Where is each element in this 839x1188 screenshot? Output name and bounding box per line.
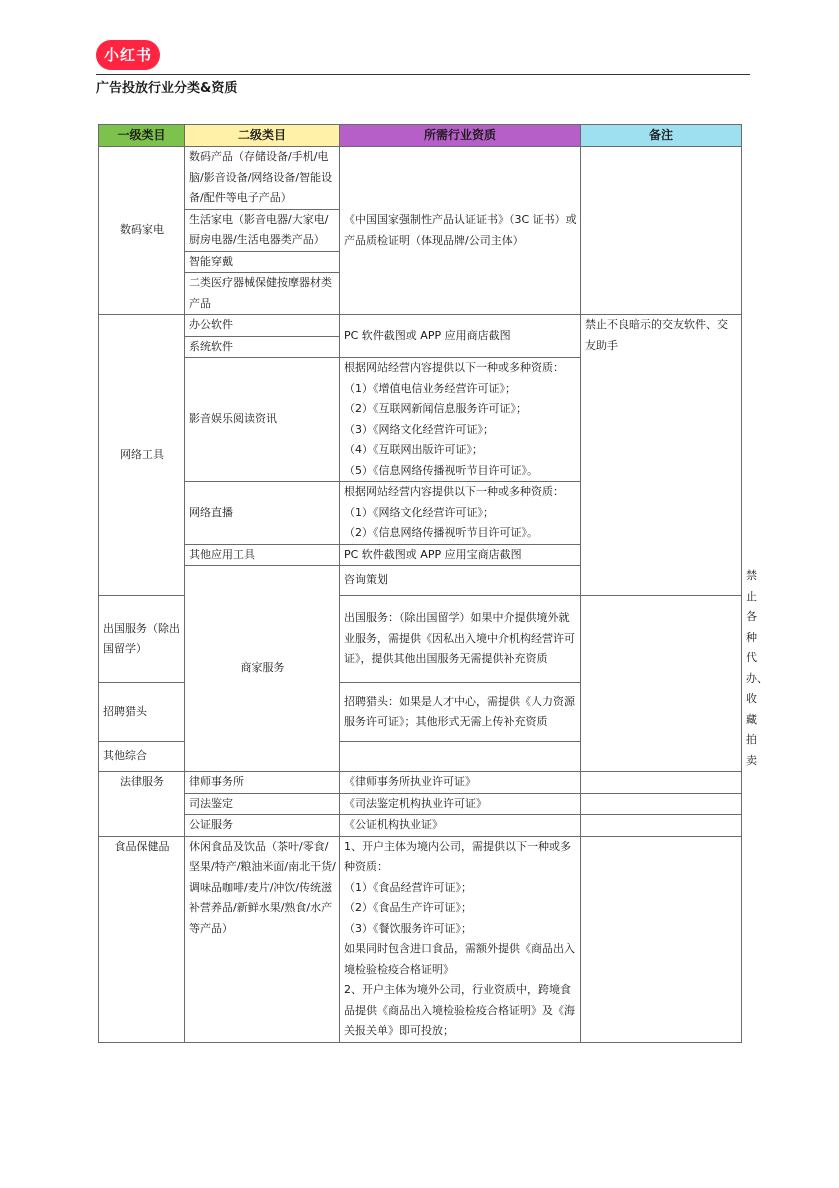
- qualification-cell: [340, 482, 581, 545]
- xiaohongshu-logo: 小红书: [96, 40, 160, 70]
- subcategory-cell: 出国服务（除出国留学）: [99, 596, 185, 683]
- qualification-line: （1）《网络文化经营许可证》；: [344, 505, 494, 519]
- qualification-line: （3）《网络文化经营许可证》；: [344, 422, 494, 436]
- category-cell: 法律服务: [99, 772, 185, 837]
- table-row: [99, 772, 742, 794]
- note-cell: [581, 772, 742, 794]
- category-cell: 网络工具: [99, 315, 185, 596]
- qualification-line: （2）《互联网新闻信息服务许可证》；: [344, 402, 527, 415]
- subcategory-cell: 公证服务: [185, 815, 340, 837]
- qualification-line: （1）《增值电信业务经营许可证》；: [344, 381, 516, 395]
- note-cell: [581, 836, 742, 1042]
- subcategory-cell: 招聘猎头: [99, 683, 185, 742]
- note-cell: 禁止不良暗示的交友软件、交友助手: [581, 315, 742, 596]
- header-level1: 一级类目: [99, 125, 185, 147]
- qualification-line: 根据网站经营内容提供以下一种或多种资质：: [344, 361, 564, 374]
- subcategory-cell: 其他综合: [99, 741, 185, 771]
- qualification-cell: 《律师事务所执业许可证》: [340, 772, 581, 794]
- qualification-cell: 《公证机构执业证》: [340, 815, 581, 837]
- qualification-line: 如果同时包含进口食品，需额外提供《商品出入境检验检疫合格证明》: [344, 942, 575, 976]
- subcategory-cell: 律师事务所: [185, 772, 340, 794]
- page-title: 广告投放行业分类&资质: [96, 81, 238, 96]
- table-row: 商家服务 咨询策划 禁止各种代办、收藏拍卖: [99, 566, 742, 596]
- qualification-line: （5）《信息网络传播视听节目许可证》。: [344, 463, 538, 477]
- qualification-cell: [340, 741, 581, 771]
- table-header-row: [99, 125, 742, 147]
- qualification-cell: 《司法鉴定机构执业许可证》: [340, 793, 581, 815]
- header-divider: [96, 74, 750, 75]
- qualification-cell: 出国服务：（除出国留学）如果中介提供境外就业服务，需提供《因私出入境中介机构经营许可证》，提供其他出国服务无需提供补充资质: [340, 596, 581, 683]
- subcategory-cell: 司法鉴定: [185, 793, 340, 815]
- subcategory-cell: 网络直播: [185, 482, 340, 545]
- qualification-cell: [340, 836, 581, 1042]
- subcategory-cell: 二类医疗器械保健按摩器材类产品: [185, 273, 340, 315]
- header-qualification: 所需行业资质: [340, 125, 581, 147]
- subcategory-cell: 生活家电（影音电器/大家电/厨房电器/生活电器类产品）: [185, 209, 340, 251]
- header-level2: 二级类目: [185, 125, 340, 147]
- subcategory-cell: 数码产品（存储设备/手机/电脑/影音设备/网络设备/智能设备/配件等电子产品）: [185, 147, 340, 210]
- table-row: [99, 147, 742, 210]
- subcategory-cell: 影音娱乐阅读资讯: [185, 358, 340, 482]
- category-cell: 食品保健品: [99, 836, 185, 1042]
- qualification-line: （2）《信息网络传播视听节目许可证》。: [344, 526, 538, 539]
- subcategory-cell: 休闲食品及饮品（茶叶/零食/坚果/特产/粮油米面/南北干货/调味品咖啡/麦片/冲饮/传统滋补营养品/新鲜水果/熟食/水产等产品）: [185, 836, 340, 1042]
- qualification-line: 根据网站经营内容提供以下一种或多种资质：: [344, 485, 564, 498]
- subcategory-cell: 咨询策划: [340, 566, 581, 596]
- qualification-cell: 招聘猎头：如果是人才中心，需提供《人力资源服务许可证》；其他形式无需上传补充资质: [340, 683, 581, 742]
- subcategory-cell: 办公软件: [185, 315, 340, 337]
- qualification-line: （1）《食品经营许可证》；: [344, 880, 472, 894]
- table-row: [99, 315, 742, 337]
- table-row: [99, 836, 742, 1042]
- qualification-cell: [340, 358, 581, 482]
- category-cell: 数码家电: [99, 147, 185, 315]
- table-row: [99, 793, 742, 815]
- qualification-line: （2）《食品生产许可证》；: [344, 901, 472, 914]
- qualification-cell: PC 软件截图或 APP 应用宝商店截图: [340, 544, 581, 566]
- subcategory-cell: 系统软件: [185, 336, 340, 358]
- header-note: 备注: [581, 125, 742, 147]
- note-cell: [581, 147, 742, 315]
- category-cell: 商家服务: [185, 566, 340, 772]
- qualification-line: 2、开户主体为境外公司，行业资质中，跨境食品提供《商品出入境检验检疫合格证明》及《海关报关单》即可投放；: [344, 983, 575, 1037]
- note-cell: [581, 815, 742, 837]
- table-row: [99, 815, 742, 837]
- subcategory-cell: 智能穿戴: [185, 251, 340, 273]
- subcategory-cell: 其他应用工具: [185, 544, 340, 566]
- qualification-line: （4）《互联网出版许可证》；: [344, 443, 483, 456]
- qualification-cell: PC 软件截图或 APP 应用商店截图: [340, 315, 581, 358]
- qualification-line: 1、开户主体为境内公司，需提供以下一种或多种资质：: [344, 839, 571, 873]
- note-cell: [581, 793, 742, 815]
- qualification-cell: 《中国国家强制性产品认证证书》（3C 证书）或产品质检证明（体现品牌/公司主体）: [340, 147, 581, 315]
- industry-qualification-table: [98, 124, 768, 1043]
- qualification-line: （3）《餐饮服务许可证》；: [344, 921, 472, 935]
